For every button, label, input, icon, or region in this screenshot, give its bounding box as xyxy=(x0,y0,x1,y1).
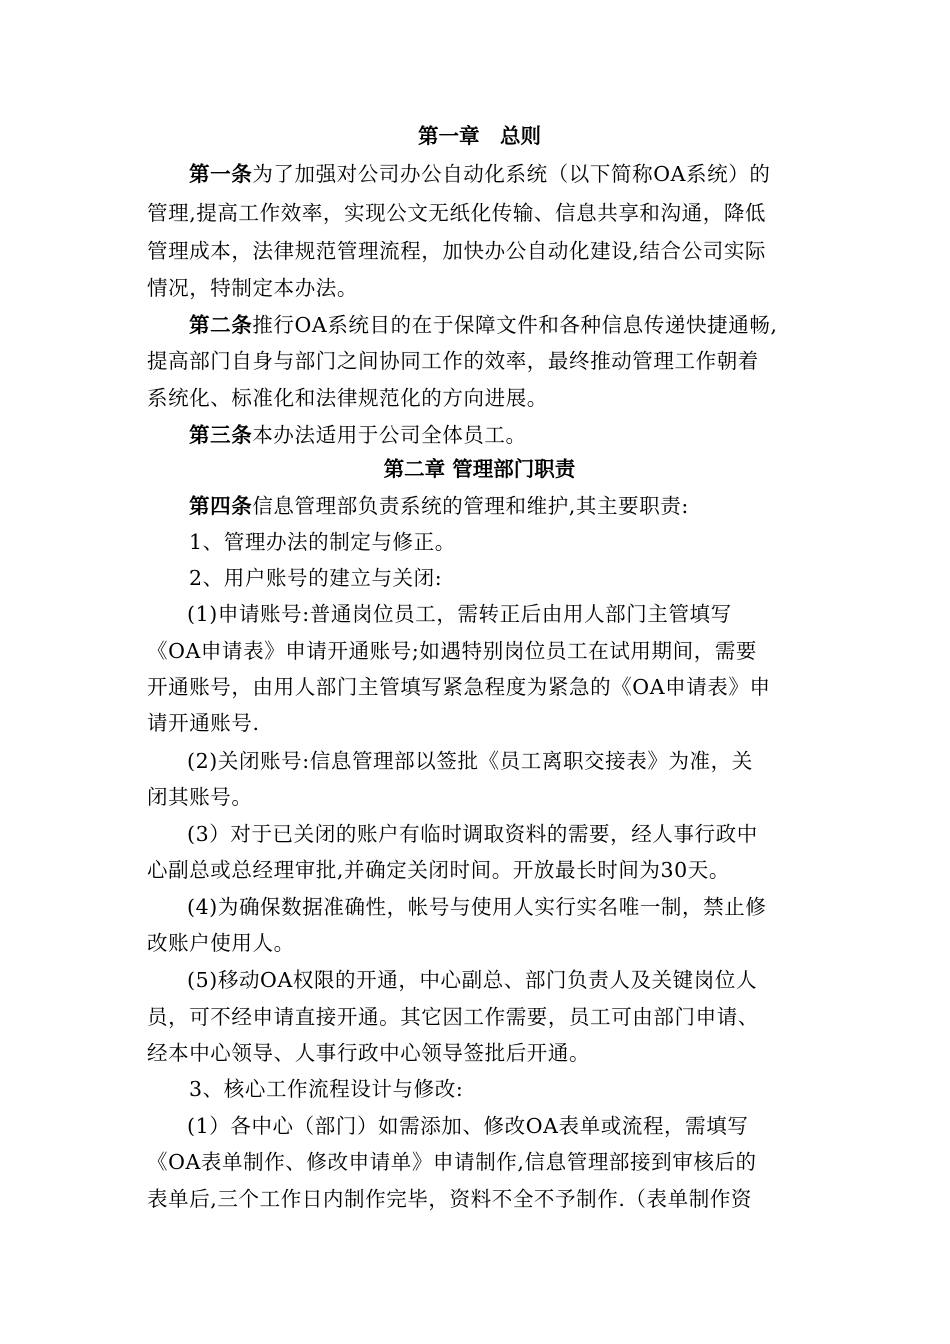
sub-5-line-2: 员，可不经申请直接开通。其它因工作需要，员工可由部门申请、 xyxy=(147,1005,759,1029)
chapter-1-title: 第一章 总则 xyxy=(418,124,541,148)
article-4-text-1: 信息管理部负责系统的管理和维护,其主要职责: xyxy=(252,494,689,518)
article-2-text-1: 推行OA系统目的在于保障文件和各种信息传递快捷通畅, xyxy=(252,313,778,337)
sub-1-line-4: 请开通账号. xyxy=(147,711,260,735)
article-2-line-2: 提高部门自身与部门之间协同工作的效率，最终推动管理工作朝着 xyxy=(147,349,759,373)
article-2-line-3: 系统化、标准化和法律规范化的方向进展。 xyxy=(147,386,548,410)
sub-2-line-1: (2)关闭账号:信息管理部以签批《员工离职交接表》为准，关 xyxy=(187,749,753,773)
article-3-text-1: 本办法适用于公司全体员工。 xyxy=(252,423,527,447)
sub-4-line-2: 改账户使用人。 xyxy=(147,931,295,955)
sub-2-line-2: 闭其账号。 xyxy=(147,785,253,809)
sub-3-line-1: (3）对于已关闭的账户有临时调取资料的需要，经人事行政中 xyxy=(187,822,758,846)
item-3: 3、核心工作流程设计与修改: xyxy=(189,1077,464,1101)
article-2-line-1 xyxy=(189,308,854,342)
article-1-label: 第一条 xyxy=(189,162,253,186)
article-1-line-1 xyxy=(189,157,854,191)
article-4-label: 第四条 xyxy=(189,494,253,518)
chapter-2-title: 第二章 管理部门职责 xyxy=(383,457,576,481)
sub-5-line-1: (5)移动OA权限的开通，中心副总、部门负责人及关键岗位人 xyxy=(187,968,758,992)
sub-5-line-3: 经本中心领导、人事行政中心领导签批后开通。 xyxy=(147,1041,591,1065)
sub-1-line-1: (1)申请账号:普通岗位员工，需转正后由用人部门主管填写 xyxy=(187,602,732,626)
article-2-label: 第二条 xyxy=(189,313,253,337)
article-1-text-1: 为了加强对公司办公自动化系统（以下简称OA系统）的 xyxy=(252,162,771,186)
sub-1-line-2: 《OA申请表》申请开通账号;如遇特别岗位员工在试用期间，需要 xyxy=(147,639,758,663)
article-4-line-1 xyxy=(189,489,854,523)
article-1-line-3: 管理成本，法律规范管理流程，加快办公自动化建设,结合公司实际 xyxy=(147,239,767,263)
article-1-line-4: 情况，特制定本办法。 xyxy=(147,276,358,300)
sub-4-line-1: (4)为确保数据准确性，帐号与使用人实行实名唯一制，禁止修 xyxy=(187,895,767,919)
item-1: 1、管理办法的制定与修正。 xyxy=(189,530,456,554)
article-1-line-2: 管理,提高工作效率，实现公文无纸化传输、信息共享和沟通，降低 xyxy=(147,201,767,225)
sub-1-line-3: 开通账号，由用人部门主管填写紧急程度为紧急的《OA申请表》申 xyxy=(147,675,771,699)
article-3-label: 第三条 xyxy=(189,423,253,447)
item-2: 2、用户账号的建立与关闭: xyxy=(189,566,443,590)
article-3-line-1 xyxy=(189,418,854,452)
sub-3-1-line-3: 表单后,三个工作日内制作完毕，资料不全不予制作.（表单制作资 xyxy=(147,1187,753,1211)
sub-3-line-2: 心副总或总经理审批,并确定关闭时间。开放最长时间为30天。 xyxy=(147,858,730,882)
sub-3-1-line-1: (1）各中心（部门）如需添加、修改OA表单或流程，需填写 xyxy=(187,1114,749,1138)
sub-3-1-line-2: 《OA表单制作、修改申请单》申请制作,信息管理部接到审核后的 xyxy=(147,1150,757,1174)
